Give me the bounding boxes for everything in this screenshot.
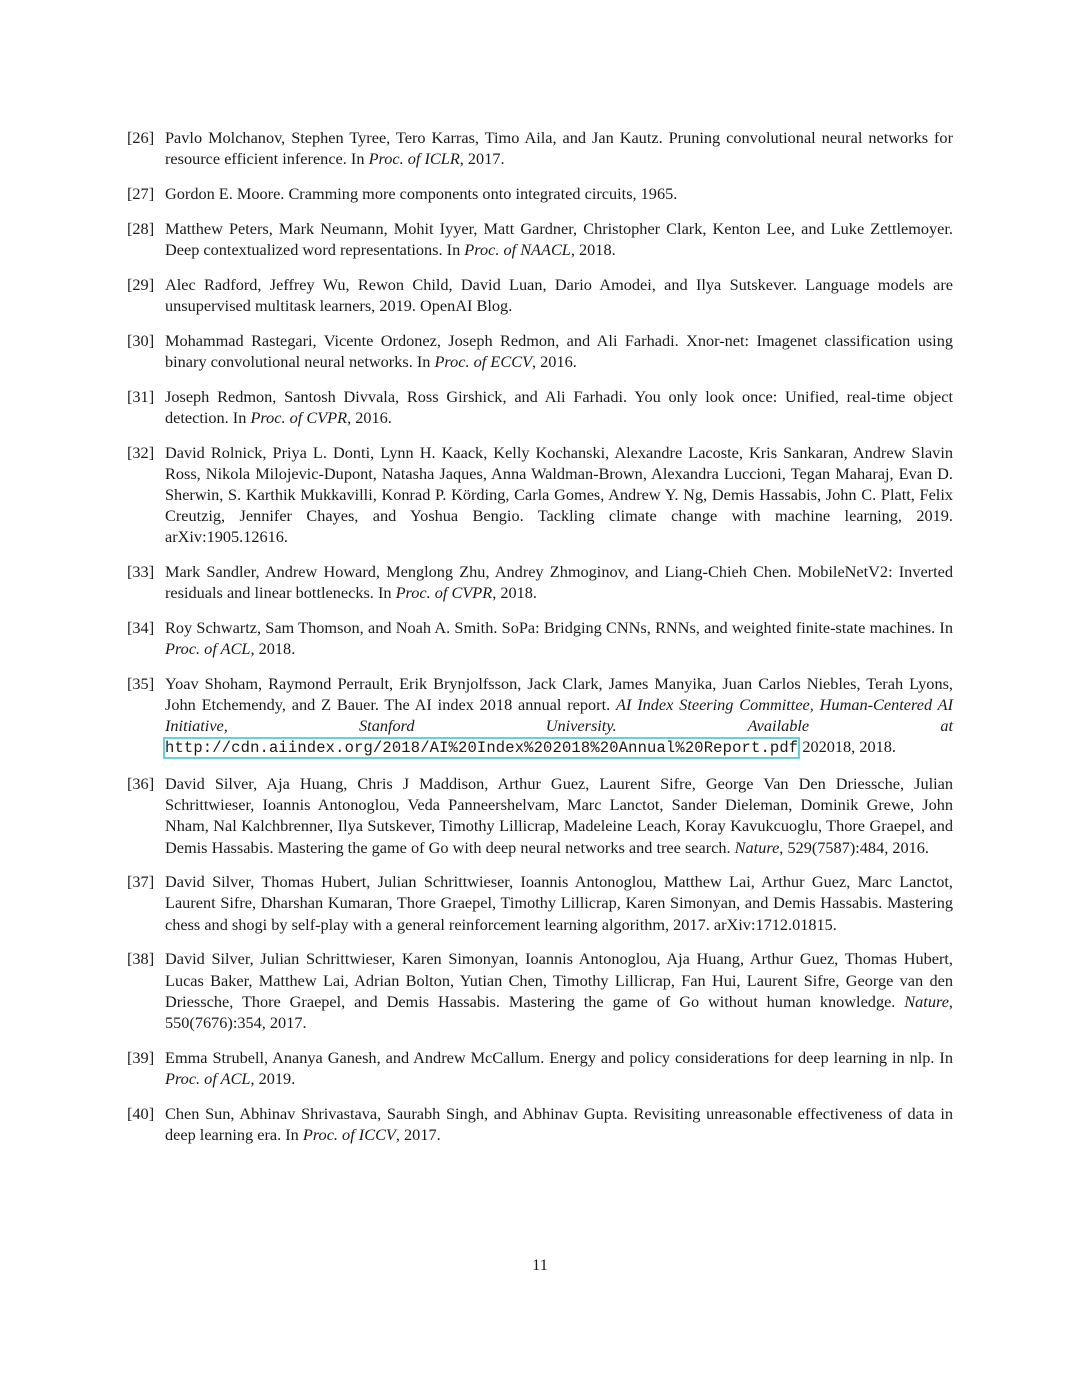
reference-number: [33] [127, 562, 155, 582]
reference-text: Chen Sun, Abhinav Shrivastava, Saurabh Singh, and Abhinav Gupta. Revisiting unreasonable effectiveness of data in deep learning era. In Proc. of ICCV, 2017. [165, 1103, 953, 1144]
reference-text: Roy Schwartz, Sam Thomson, and Noah A. Smith. SoPa: Bridging CNNs, RNNs, and weighted finite-state machines. In Proc. of ACL, 2018. [165, 618, 953, 659]
reference-item [127, 330, 953, 372]
reference-item [127, 773, 953, 857]
reference-text: David Rolnick, Priya L. Donti, Lynn H. Kaack, Kelly Kochanski, Alexandre Lacoste, Kris Sankaran, Andrew Slavin Ross, Nikola Milojevic-Dupont, Natasha Jaques, Anna Waldman-Brown, Alexandra Luccioni, Tegan Maharaj, Evan D. Sherwin, S. Karthik Mukkavilli, Konrad P. Körding, Carla Gomes, Andrew Y. Ng, Demis Hassabis, John C. Platt, Felix Creutzig, Jennifer Chayes, and Yoshua Bengio. Tackling climate change with machine learning, 2019. arXiv:1905.12616. [165, 442, 953, 547]
reference-list [127, 127, 953, 1159]
reference-number: [30] [127, 330, 155, 350]
venue: AI Index Steering Committee, Human-Centered AI Initiative, Stanford University. Available at [165, 695, 953, 736]
reference-text: Mohammad Rastegari, Vicente Ordonez, Joseph Redmon, and Ali Farhadi. Xnor-net: Imagenet classification using binary convolutional neural networks. In Proc. of ECCV, 2016. [165, 330, 953, 371]
venue: Proc. of ECCV [434, 351, 533, 371]
reference-text: Pavlo Molchanov, Stephen Tyree, Tero Karras, Timo Aila, and Jan Kautz. Pruning convolutional neural networks for resource efficient inference. In Proc. of ICLR, 2017. [165, 128, 953, 169]
reference-item [127, 1047, 953, 1089]
venue: Proc. of CVPR [395, 583, 493, 603]
reference-item [127, 673, 953, 759]
reference-number: [29] [127, 274, 155, 294]
reference-text: Mark Sandler, Andrew Howard, Menglong Zhu, Andrey Zhmoginov, and Liang-Chieh Chen. MobileNetV2: Inverted residuals and linear bottlenecks. In Proc. of CVPR, 2018. [165, 562, 953, 603]
venue: Nature [734, 837, 780, 857]
reference-number: [28] [127, 218, 155, 238]
venue: Proc. of ACL [165, 639, 251, 659]
reference-text: Gordon E. Moore. Cramming more components onto integrated circuits, 1965. [165, 183, 678, 203]
reference-item [127, 1103, 953, 1145]
reference-text: Emma Strubell, Ananya Ganesh, and Andrew McCallum. Energy and policy considerations for deep learning in nlp. In Proc. of ACL, 2019. [165, 1047, 953, 1088]
venue: Nature [904, 991, 949, 1011]
reference-number: [39] [127, 1047, 155, 1067]
reference-item [127, 386, 953, 428]
reference-number: [31] [127, 386, 155, 406]
reference-number: [27] [127, 183, 155, 203]
reference-text: Matthew Peters, Mark Neumann, Mohit Iyyer, Matt Gardner, Christopher Clark, Kenton Lee, and Luke Zettlemoyer. Deep contextualized word representations. In Proc. of NAACL, 2018. [165, 218, 953, 259]
reference-number: [35] [127, 674, 155, 694]
reference-text: Yoav Shoham, Raymond Perrault, Erik Brynjolfsson, Jack Clark, James Manyika, Juan Carlos Niebles, Terah Lyons, John Etchemendy, and Z Bauer. The AI index 2018 annual report. AI Index Steering Committee, Human-Centered AI Initiative, Stanford University. Available at http://cdn.aiindex.org/2018/AI%20Index%202018%20Annual%20Report.pdf 202018, 2018. [165, 674, 953, 758]
reference-number: [26] [127, 128, 155, 147]
report-url-link[interactable]: http://cdn.aiindex.org/2018/AI%20Index%202018%20Annual%20Report.pdf [165, 739, 799, 758]
reference-number: [38] [127, 949, 155, 969]
venue: Proc. of CVPR [250, 407, 348, 427]
reference-text: Alec Radford, Jeffrey Wu, Rewon Child, David Luan, Dario Amodei, and Ilya Sutskever. Language models are unsupervised multitask learners, 2019. OpenAI Blog. [165, 274, 953, 315]
page-number: 11 [532, 1255, 548, 1274]
reference-item [127, 617, 953, 659]
reference-item [127, 871, 953, 934]
reference-item [127, 183, 953, 204]
reference-item [127, 442, 953, 547]
venue: Proc. of NAACL [464, 239, 571, 259]
reference-number: [36] [127, 774, 155, 794]
reference-number: [40] [127, 1103, 155, 1123]
reference-text: David Silver, Aja Huang, Chris J Maddison, Arthur Guez, Laurent Sifre, George Van Den Driessche, Julian Schrittwieser, Ioannis Antonoglou, Veda Panneershelvam, Marc Lanctot, Sander Dieleman, Dominik Grewe, John Nham, Nal Kalchbrenner, Ilya Sutskever, Timothy Lillicrap, Madeleine Leach, Koray Kavukcuoglu, Thore Graepel, and Demis Hassabis. Mastering the game of Go with deep neural networks and tree search. Nature, 529(7587):484, 2016. [165, 774, 953, 857]
reference-item [127, 127, 953, 169]
reference-number: [32] [127, 442, 155, 462]
reference-item [127, 561, 953, 603]
reference-number: [34] [127, 618, 155, 638]
reference-item [127, 274, 953, 316]
reference-text: David Silver, Thomas Hubert, Julian Schrittwieser, Ioannis Antonoglou, Matthew Lai, Arthur Guez, Marc Lanctot, Laurent Sifre, Dharshan Kumaran, Thore Graepel, Timothy Lillicrap, Karen Simonyan, and Demis Hassabis. Mastering chess and shogi by self-play with a general reinforcement learning algorithm, 2017. arXiv:1712.01815. [165, 872, 953, 934]
venue: Proc. of ACL [165, 1068, 251, 1088]
venue: Proc. of ICCV [302, 1124, 396, 1144]
reference-item [127, 948, 953, 1032]
venue: Proc. of ICLR [368, 149, 460, 169]
reference-text: David Silver, Julian Schrittwieser, Karen Simonyan, Ioannis Antonoglou, Aja Huang, Arthur Guez, Thomas Hubert, Lucas Baker, Matthew Lai, Adrian Bolton, Yutian Chen, Timothy Lillicrap, Fan Hui, Laurent Sifre, George van den Driessche, Thore Graepel, and Demis Hassabis. Mastering the game of Go without human knowledge. Nature, 550(7676):354, 2017. [165, 949, 953, 1032]
reference-number: [37] [127, 872, 155, 892]
reference-text: Joseph Redmon, Santosh Divvala, Ross Girshick, and Ali Farhadi. You only look once: Unified, real-time object detection. In Proc. of CVPR, 2016. [165, 386, 953, 427]
reference-item [127, 218, 953, 260]
